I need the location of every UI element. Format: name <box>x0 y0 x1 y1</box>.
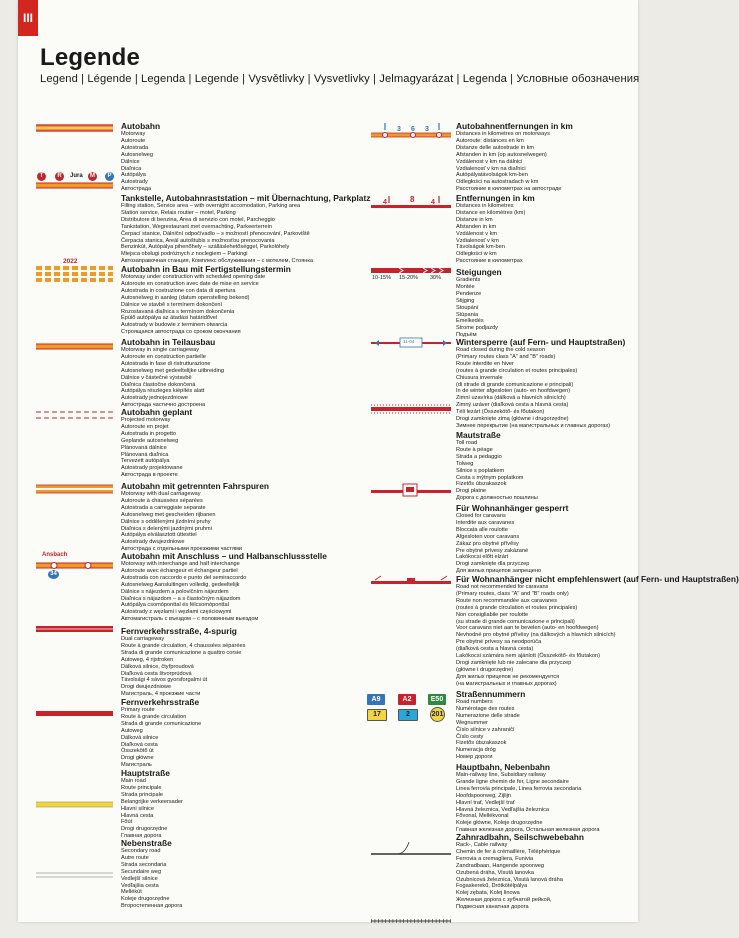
entry-translation: In de winter afgesloten (auto- en hoofdwegen) <box>456 388 571 395</box>
entry-translation: Projected motorway <box>121 417 171 423</box>
entry-title: Hauptstraße <box>121 768 170 778</box>
entry-translation: Road not recommended for caravans <box>456 584 549 590</box>
right-symbols <box>371 118 453 938</box>
entry-translation: Diaľnica s delenými jazdnými pruhmi <box>121 525 212 532</box>
entry-translation: Autostrady <box>121 179 148 186</box>
gradient-label: 10-15% <box>372 275 391 281</box>
dual-carriageway-symbol <box>36 626 113 632</box>
entry-title: Nebenstraße <box>121 838 172 848</box>
entry-translation: Diaľková cesta <box>121 741 158 748</box>
entry-translation: Wegnummer <box>456 719 488 726</box>
entry-translation: Route à grande circulation, 4 chaussées séparées <box>121 642 246 649</box>
entry-title: Für Wohnanhänger gesperrt <box>456 503 569 513</box>
right-legend-entry <box>456 762 599 834</box>
entry-translation: Diaľnica <box>121 165 142 172</box>
motorway-km-label: 3 <box>425 126 429 133</box>
entry-title: Steigungen <box>456 267 502 277</box>
entry-translation: Odległości na autostradach w km <box>456 179 539 186</box>
entry-translation: Geplande autosnelweg <box>121 437 179 444</box>
entry-title: Entfernungen in km <box>456 193 535 203</box>
entry-translation: Distanze in km <box>456 216 493 223</box>
entry-translation: Motorway with interchange and half interchange <box>121 561 240 567</box>
entry-title: Autobahn mit getrennten Fahrspuren <box>121 481 269 491</box>
entry-translation: Belangrijke verkeersader <box>121 798 183 805</box>
motel-icon: M <box>90 173 95 179</box>
under-construction-symbol <box>36 268 113 280</box>
entry-translation: Route interdite en hiver <box>456 360 514 367</box>
caravan-closed-symbol <box>371 484 451 496</box>
entry-title: Hauptbahn, Nebenbahn <box>456 762 550 772</box>
entry-translation: Ozubená dráha, Visutá lanovka <box>456 869 534 876</box>
entry-translation: Номер дороги <box>456 754 493 761</box>
entry-translation: Autoweg, 4 rijstroken <box>121 656 174 663</box>
entry-translation: Strada di grande comunicazione a quattro corsie <box>121 649 242 656</box>
entry-translation: Dálnice <box>121 158 140 165</box>
entry-translation: Для жилых прицепов не рекомендуется <box>456 673 560 680</box>
interchange-number-badge: 34 <box>48 570 59 579</box>
right-legend-entry <box>456 574 739 688</box>
entry-title: Wintersperre (auf Fern- und Hauptstraßen) <box>456 337 626 347</box>
caravan-not-recommended-symbol <box>371 576 451 584</box>
entry-translation: Главная дорога <box>121 833 162 840</box>
entry-translation: Vzdálenost v km na dálnici <box>456 158 523 165</box>
entry-translation: Silnice s poplatkem <box>456 467 505 474</box>
entry-translation: Autosnelweg in aanleg (datum openstelling bekend) <box>121 294 250 301</box>
entry-translation: Téli lezárt (Összekötő- és főutakon) <box>456 409 545 416</box>
entry-translation: Autosnelweg met gescheiden rijbanen <box>121 511 216 518</box>
opening-year-label: 2022 <box>63 258 78 265</box>
entry-title: Fernverkehrsstraße <box>121 697 200 707</box>
entry-translation: Stúpania <box>456 311 479 318</box>
entry-translation: Autoroute en projet <box>121 423 169 430</box>
entry-translation: Autosnelweg met gedeeltelijke uitbreiding <box>121 367 224 374</box>
entry-translation: Autostrady dwujezdniowe <box>121 539 185 546</box>
road-km-label: 8 <box>410 195 415 204</box>
entry-translation: Strada di grande comunicazione <box>121 720 202 727</box>
entry-translation: Linea ferrovia principale, Linea ferrovia secondaria <box>456 785 582 792</box>
entry-translation: Autoroute à chaussées séparées <box>121 497 203 504</box>
entry-translation: Zimný uzáver (diaľková cesta a hlavná cesta) <box>456 402 569 409</box>
entry-translation: Fizetős útszakaszok <box>456 481 507 488</box>
entry-translation: Autostrada con raccordo e punto del semiraccordo <box>121 574 247 581</box>
left-legend-entry <box>121 264 291 336</box>
entry-translation: Железная дорога с зубчатой рейкой, <box>456 897 552 904</box>
entry-translation: Zimní uzavírka (dálková a hlavních silnicích) <box>456 395 566 402</box>
entry-translation: Hlavná cesta <box>121 812 154 819</box>
entry-translation: Montée <box>456 283 475 290</box>
entry-translation: Afstanden in km (op autosnelwegen) <box>456 151 547 158</box>
road-number-badge: A9 <box>367 694 385 705</box>
road-number-badge: A2 <box>398 694 416 705</box>
entry-translation: Autópálya elválasztott úttesttel <box>121 532 197 539</box>
entry-translation: Kolej zębata, Kolej linowa <box>456 890 520 897</box>
entry-translation: Drogi zamknięte dla przyczep <box>456 561 530 568</box>
entry-translation: Plánovaná dálnice <box>121 444 167 451</box>
primary-route-symbol <box>36 711 113 716</box>
filling-station-symbol <box>36 183 113 188</box>
entry-translation: Primary route <box>121 707 155 713</box>
right-legend-entry <box>456 121 573 193</box>
entry-title: Autobahn in Teilausbau <box>121 337 216 347</box>
entry-translation: Afstanden in km <box>456 223 497 230</box>
entry-translation: Filling station, Service area – with overnight accomodation, Parking area <box>121 203 301 209</box>
entry-translation: (su strade di grande comunicazione e principali) <box>456 618 575 625</box>
entry-title: Autobahn in Bau mit Fertigstellungstermin <box>121 264 291 274</box>
entry-translation: Autoroute avec échangeur et échangeur partiel <box>121 567 238 574</box>
right-legend-entry <box>456 689 525 761</box>
left-legend-entry <box>121 768 183 840</box>
entry-translation: Diaľková cesta štvorprúdová <box>121 670 192 677</box>
entry-translation: Autoroute <box>121 137 146 144</box>
entry-translation: Drogi główne <box>121 755 154 762</box>
entry-translation: Távolsági 4 sávos gyorsforgalmi út <box>121 677 208 684</box>
entry-translation: Gradients <box>456 277 481 283</box>
road-km-label: 4 <box>383 199 387 206</box>
entry-translation: Diaľnica čiastočne dokončená <box>121 381 196 388</box>
entry-translation: Dálková silnice, čtyřproudová <box>121 663 194 670</box>
entry-title: Tankstelle, Autobahnraststation – mit Übernachtung, Parkplatz <box>121 193 371 203</box>
road-number-badge: 17 <box>367 709 387 721</box>
entry-translation: Strada a pedaggio <box>456 453 502 460</box>
right-legend-entry <box>456 503 568 575</box>
entry-translation: Distances in kilometres <box>456 203 514 209</box>
entry-translation: Автострада в проекте <box>121 472 178 479</box>
entry-translation: Strome podjazdy <box>456 325 498 332</box>
entry-translation: Автострада с отдельными проезжими частями <box>121 546 242 553</box>
entry-translation: Hlavní silnice <box>121 805 154 812</box>
right-legend-entry <box>456 337 625 430</box>
entry-translation: Főút <box>121 819 133 826</box>
entry-translation: Secundaire weg <box>121 868 162 875</box>
entry-translation: Čerpacia stanica, Areál autoštubis s možnosťou prenocovania <box>121 237 275 244</box>
entry-translation: Drogi zamknięte zimą (główne i drugorzędne) <box>456 416 569 423</box>
entry-translation: Numeracja dróg <box>456 747 496 754</box>
entry-translation: Stoupání <box>456 304 479 311</box>
entry-translation: Stijging <box>456 297 475 304</box>
entry-translation: Магистраль <box>121 762 152 769</box>
entry-translation: (Primary routes, class "A" and "B" roads only) <box>456 590 569 597</box>
interchange-name-label: Ansbach <box>42 552 68 558</box>
entry-translation: (Primary routes class "A" and "B" roads) <box>456 353 556 360</box>
entry-translation: Čerpací stanice, Dálniční odpočívadlo – s možností přenocování, Parkoviště <box>121 230 310 237</box>
right-legend-entry <box>456 832 584 911</box>
entry-translation: Motorway under construction with scheduled opening date <box>121 274 266 280</box>
entry-translation: Autostrada a carreggiate separate <box>121 504 206 511</box>
road-number-badge: 201 <box>430 707 445 722</box>
planned-motorway-symbol <box>36 412 113 418</box>
entry-translation: Numérotage des routes <box>456 705 515 712</box>
entry-translation: Interdite aux caravanes <box>456 519 515 526</box>
entry-translation: Autoroute: distances en km <box>456 137 524 144</box>
partial-motorway-symbol <box>36 344 113 349</box>
entry-translation: (routes à grande circulation et routes principales) <box>456 604 578 611</box>
entry-translation: Closed for caravans <box>456 513 506 519</box>
entry-translation: Route principale <box>121 784 162 791</box>
entry-translation: Hlavná železnica, Vedľajšia železnica <box>456 806 550 813</box>
entry-translation: Автозаправочная станция, Комплекс обслуживания – с мотелем, Стоянка <box>121 258 313 265</box>
entry-translation: Motorway with dual carriageway <box>121 491 201 497</box>
entry-translation: Autosnelweg Aansluitingen volledig, gedeeltelijk <box>121 581 240 588</box>
entry-translation: Fizetős útszakaszok <box>456 740 507 747</box>
entry-translation: Автомагистраль с въездом – с половинным выездом <box>121 616 259 623</box>
motorway-km-label: 6 <box>411 126 415 133</box>
left-legend-entry <box>121 697 201 769</box>
right-legend-entry <box>456 193 535 265</box>
entry-translation: Drogi płatne <box>456 488 487 495</box>
entry-translation: Afgesloten voor caravans <box>456 533 520 540</box>
entry-translation: (на магистральных и главных дорогах) <box>456 680 557 687</box>
entry-translation: Strada secondaria <box>121 861 167 868</box>
entry-translation: Дорога с должностью пошлины <box>456 495 538 502</box>
entry-translation: Dual carriageway <box>121 636 165 642</box>
entry-translation: Drogi zamknięte lub nie zalecane dla przyczep <box>456 659 572 666</box>
motorway-symbol <box>36 125 113 131</box>
secondary-road-symbol <box>36 873 113 877</box>
entry-title: Autobahn mit Anschluss – und Halbanschlussstelle <box>121 551 327 561</box>
gradient-symbol <box>371 268 451 273</box>
entry-translation: Dálnice s oddělenými jízdními pruhy <box>121 518 211 525</box>
entry-translation: Secondary road <box>121 848 161 854</box>
entry-translation: Pre obytné prívesy sa neodporúča <box>456 639 542 646</box>
entry-title: Autobahnentfernungen in km <box>456 121 573 131</box>
entry-translation: Ozubnicová železnica, Visutá lanová dráha <box>456 876 563 883</box>
entry-translation: Autostrada <box>121 144 149 151</box>
entry-translation: Подвесная канатная дорога <box>456 904 529 911</box>
gradient-label: 30% <box>430 275 442 281</box>
entry-translation: Lakókocsi előtt elzárt <box>456 554 509 561</box>
entry-translation: Autoweg <box>121 727 143 734</box>
entry-translation: Chiusura invernale <box>456 374 503 381</box>
entry-translation: Distanze delle autostrade in km <box>456 144 535 151</box>
entry-translation: Подъём <box>456 332 477 339</box>
road-number-badge: E50 <box>428 694 446 705</box>
entry-translation: Autópálya csomóponttal és félcsomóponttal <box>121 602 229 609</box>
entry-translation: Расстояние в километрах <box>456 258 523 265</box>
entry-translation: Non consigliabile per roulotte <box>456 611 529 618</box>
interchange-symbol <box>36 563 113 569</box>
entry-translation: Plánovaná diaľnica <box>121 451 169 458</box>
entry-translation: Hoofdspoorweg, Zijlijn <box>456 792 512 799</box>
entry-translation: Главная железная дорога, Остальная железная дорога <box>456 827 600 834</box>
entry-translation: Второстепенная дорога <box>121 903 183 910</box>
gradient-label: 15-20% <box>399 275 418 281</box>
entry-translation: Autosnelweg <box>121 151 154 158</box>
entry-translation: Grande ligne chemin de fer, Ligne secondaire <box>456 778 569 785</box>
entry-translation: Bloccata alle roulotte <box>456 526 508 533</box>
entry-translation: Autostrady w budowie z terminem otwarcia <box>121 322 228 329</box>
entry-translation: Koleje drugorzędne <box>121 896 170 903</box>
entry-translation: Road numbers <box>456 699 493 705</box>
entry-translation: Emelkedés <box>456 318 484 325</box>
entry-translation: Drogi dwujezdniowe <box>121 684 172 691</box>
entry-translation: Lakókocsi számára nem ajánlott (Összekötő- és főutakon) <box>456 653 600 660</box>
left-legend-entry <box>121 407 192 479</box>
entry-title: Für Wohnanhänger nicht empfehlenswert (auf Fern- und Hauptstraßen) <box>456 574 739 584</box>
entry-title: Autobahn geplant <box>121 407 193 417</box>
entry-translation: Cesta s mýtnym poplatkom <box>456 474 524 481</box>
entry-translation: Vzdálenost v km <box>456 230 498 237</box>
entry-translation: Voor caravans niet aan te bevelen (auto- en hoofdwegen) <box>456 625 599 632</box>
entry-translation: Drogi drugorzędne <box>121 826 168 833</box>
left-legend-entry <box>121 626 245 698</box>
entry-translation: Зимнее перекрытие (на магистральных и главных дорогах) <box>456 422 611 429</box>
entry-translation: Road closed during the cold season <box>456 347 545 353</box>
entry-translation: Autoroute en construction avec date de mise en service <box>121 280 259 287</box>
entry-translation: Rack-, Cable railway <box>456 842 508 848</box>
entry-translation: Zandradbaan, Hangende spoorweg <box>456 862 545 869</box>
entry-translation: Rozostavaná diaľnica s termínom dokončenia <box>121 308 235 315</box>
entry-translation: Strada principale <box>121 791 163 798</box>
dual-carriageway-motorway-symbol <box>36 485 113 493</box>
entry-translation: Vedlejší silnice <box>121 875 158 882</box>
entry-translation: Автострада <box>121 186 152 193</box>
entry-translation: Koleje główne, Koleje drugorzędne <box>456 820 543 827</box>
entry-translation: Číslo cesty <box>456 733 484 740</box>
fuel-station-icon: T <box>37 172 46 181</box>
entry-translation: Autópálya részleges kiépítés alatt <box>121 388 205 395</box>
road-km-label: 4 <box>431 199 435 206</box>
entry-translation: Dálnice s nájezdem a polovičním nájezdem <box>121 588 229 595</box>
entry-translation: (di strade di grande comunicazione e principali) <box>456 381 574 388</box>
entry-translation: Distance en kilomètres (km) <box>456 209 526 216</box>
toll-road-symbol <box>371 405 451 413</box>
entry-translation: Motorway <box>121 131 146 137</box>
entry-translation: Zákaz pro obytné přívěsy <box>456 540 519 547</box>
entry-translation: Hlavní trať, Vedlejší trať <box>456 799 515 806</box>
entry-translation: Dálková silnice <box>121 734 159 741</box>
entry-translation: Fogaskerekű, Drótkötélpálya <box>456 883 528 890</box>
entry-translation: Vzdialenosť v km na diaľnici <box>456 165 526 172</box>
entry-translation: (diaľková cesta a hlavná cesta) <box>456 646 534 653</box>
main-road-symbol <box>36 802 113 807</box>
entry-translation: Épülő autópálya az átadási határidővel <box>121 315 218 322</box>
left-legend-entry <box>121 838 182 910</box>
page-title: Legende <box>40 44 141 71</box>
entry-translation: (główne i drugorzędne) <box>456 666 514 673</box>
entry-translation: Station service, Relais routier – motel, Parking <box>121 209 236 216</box>
winter-closure-dates: 11-04 <box>403 339 415 344</box>
entry-translation: Расстояние в километрах на автостраде <box>456 186 562 193</box>
entry-translation: Autostrady z węzłami i węzłami częściowymi <box>121 609 232 616</box>
left-symbols <box>36 118 116 938</box>
entry-translation: Távolságok km-ben <box>456 244 505 251</box>
entry-translation: Autoroute en construction partielle <box>121 353 206 360</box>
entry-translation: Benzinkút, Autópálya pihenőhely – szálláslehetőséggel, Parkolóhely <box>121 244 290 251</box>
entry-translation: Route à grande circulation <box>121 713 187 720</box>
left-legend-entry <box>121 551 327 623</box>
entry-translation: Dálnice ve stavbě s termínem dokončení <box>121 301 223 308</box>
left-legend-entry <box>121 193 370 265</box>
entry-translation: Distributore di benzina, Area di servizio con motel, Parcheggio <box>121 216 275 223</box>
entry-title: Fernverkehrsstraße, 4-spurig <box>121 626 237 636</box>
entry-translation: Fővonal, Mellékvonal <box>456 813 509 820</box>
entry-translation: Toll road <box>456 440 478 446</box>
entry-translation: Autostrada in costruzione con data di apertura <box>121 287 236 294</box>
entry-translation: Distances in kilometres on motorways <box>456 131 550 137</box>
entry-translation: Main road <box>121 778 146 784</box>
right-legend-entry <box>456 430 538 502</box>
entry-translation: Автострада частично достроена <box>121 402 206 409</box>
entry-title: Autobahn <box>121 121 161 131</box>
entry-translation: Tankstation, Wegrestaurant met overnachting, Parkeerterrein <box>121 223 273 230</box>
entry-translation: Miejsca obsługi podróżnych z noclegiem – Parkingi <box>121 251 248 258</box>
entry-translation: Autópályatávolságok km-ben <box>456 172 528 179</box>
entry-translation: Tolweg <box>456 460 474 467</box>
entry-translation: Ferrovia a cremagliera, Funivia <box>456 855 534 862</box>
entry-translation: Pendenze <box>456 290 482 297</box>
entry-translation: Строящаяся автострада со сроком окончания <box>121 329 241 336</box>
main-railway-symbol <box>371 842 451 854</box>
entry-translation: Vedľajšia cesta <box>121 882 159 889</box>
entry-translation: Nevhodné pro obytné přívěsy (na dálkových a hlavních silnicích) <box>456 632 616 639</box>
entry-translation: Autópálya <box>121 172 146 179</box>
entry-title: Mautstraße <box>456 430 501 440</box>
entry-translation: Tervezett autópálya <box>121 458 170 465</box>
entry-translation: Motorway in single carriageway <box>121 347 200 353</box>
entry-translation: Main-railway line, Subsidiary railway <box>456 772 546 778</box>
entry-translation: Autostrada in fase di ristrutturazione <box>121 360 211 367</box>
parking-icon: P <box>105 172 114 181</box>
entry-translation: Vzdialenosť v km <box>456 237 499 244</box>
left-legend-entry <box>121 481 269 553</box>
entry-translation: Autostrada in progetto <box>121 430 177 437</box>
entry-translation: Route à péage <box>456 446 493 453</box>
entry-translation: Route non recommandée aux caravanes <box>456 597 558 604</box>
entry-translation: Dálnice v částečné výstavbě <box>121 374 192 381</box>
entry-translation: Chemin de fer à crémaillère, Téléphérique <box>456 848 561 855</box>
chapter-tab: III <box>18 0 38 36</box>
entry-translation: Numerazione delle strade <box>456 712 520 719</box>
service-area-name: Jura <box>70 173 83 179</box>
left-legend-entry <box>121 337 224 409</box>
motorway-km-label: 3 <box>397 126 401 133</box>
entry-translation: Összekötő út <box>121 748 154 755</box>
entry-translation: Autostrady jednojezdniowe <box>121 395 188 402</box>
entry-translation: Odległości w km <box>456 251 497 258</box>
left-legend-entry <box>121 121 160 193</box>
road-number-badge: 2 <box>398 709 418 721</box>
entry-translation: Autre route <box>121 854 149 861</box>
entry-translation: Для жилых прицепов запрещено <box>456 568 542 575</box>
entry-translation: Магистраль, 4 проезжие части <box>121 691 201 698</box>
entry-title: Straßennummern <box>456 689 526 699</box>
entry-translation: Číslo silnice v zahraničí <box>456 726 515 733</box>
restaurant-icon: R <box>55 172 64 181</box>
entry-title: Zahnradbahn, Seilschwebebahn <box>456 832 584 842</box>
entry-translation: (routes à grande circulation et routes principales) <box>456 367 578 374</box>
page-subtitle: Legend | Légende | Legenda | Legende | Vysvětlivky | Vysvetlivky | Jelmagyarázat | Legenda | Условные обозначения <box>40 73 640 85</box>
entry-translation: Autostrady projektowane <box>121 465 183 472</box>
entry-translation: Mellékút <box>121 889 142 896</box>
entry-translation: Pre obytné prívesy zakázané <box>456 547 529 554</box>
right-legend-entry <box>456 267 502 339</box>
entry-translation: Diaľnica s nájazdom – a s čiastočným nájazdom <box>121 595 241 602</box>
